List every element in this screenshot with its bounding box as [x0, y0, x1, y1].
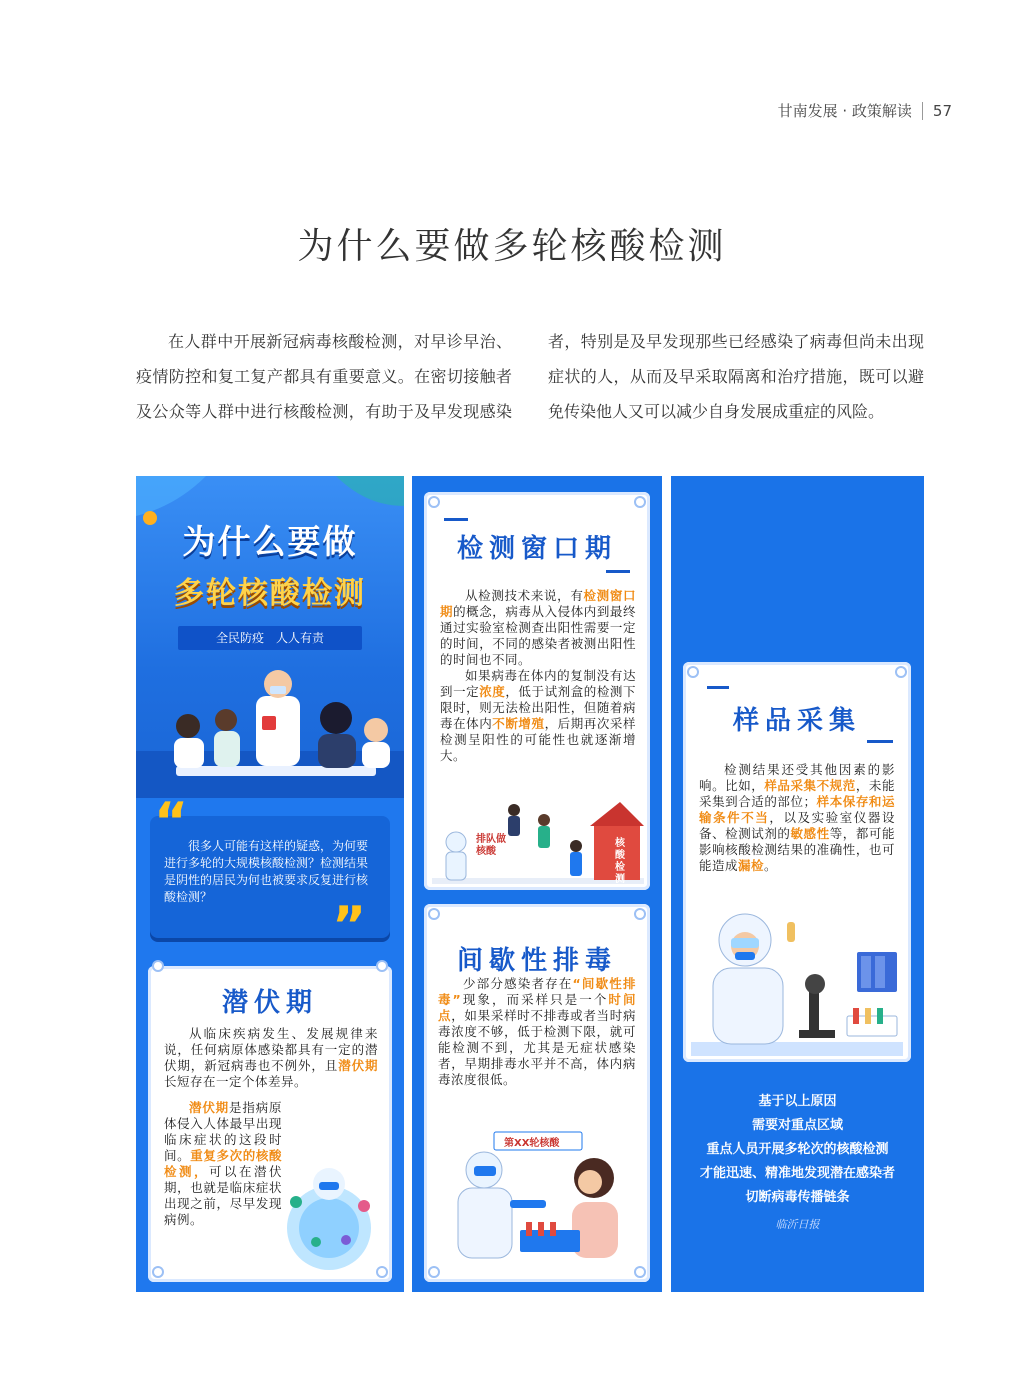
poster-hero — [136, 476, 404, 798]
pin-icon — [430, 910, 438, 918]
page-number: 57 — [932, 101, 952, 120]
latency-text: 可以在潜伏期，也就是临床症状出现之前，尽早发现病例。 — [164, 1164, 282, 1227]
intermittent-highlight: “间歇性排毒” — [438, 976, 636, 1007]
card-title-sampling: 样品采集 — [732, 706, 861, 736]
running-head-section: 甘南发展 · 政策解读 — [777, 102, 912, 120]
window-highlight: 浓度 — [479, 684, 506, 699]
queue-label: 排队做核酸 — [476, 834, 506, 857]
pin-icon — [154, 962, 162, 970]
closing-line: 重点人员开展多轮次的核酸检测 — [706, 1142, 889, 1157]
intermittent-text: 现象，而采样只是一个 — [461, 992, 609, 1007]
closing-line: 才能迅速、精准地发现潜在感染者 — [699, 1166, 895, 1181]
intermittent-highlight: 时间点 — [438, 992, 636, 1023]
latency-text: 长短存在一定个体差异。 — [164, 1074, 308, 1089]
sampling-text: 。 — [764, 858, 778, 873]
card-intermittent — [424, 904, 650, 1282]
latency-highlight: 潜伏期 — [338, 1058, 378, 1073]
card-sampling — [683, 662, 911, 1062]
sampling-text: ，以及实验室仪器设备、检测试剂的 — [699, 810, 895, 841]
card-window — [424, 492, 650, 890]
card-body-window — [440, 588, 636, 764]
latency-text: 是指病原体侵入人体最早出现临床症状的这段时间。 — [164, 1100, 282, 1163]
sampling-text: 等，都可能影响核酸检测结果的准确性，也可能造成 — [699, 826, 895, 873]
pin-icon — [154, 1268, 162, 1276]
running-head — [778, 100, 952, 121]
pin-icon — [430, 498, 438, 506]
latency-highlight: 重复多次的核酸检测， — [164, 1148, 282, 1179]
hero-slogan-tag: 全民防疫 人人有责 — [178, 626, 362, 650]
hero-title-line1: 为什么要做 — [182, 522, 358, 561]
latency-highlight: 潜伏期 — [189, 1100, 229, 1115]
open-quote-icon: “ — [154, 792, 189, 852]
pin-icon — [636, 498, 644, 506]
card-body-intermittent — [438, 976, 636, 1088]
card-latency — [148, 966, 392, 1282]
poster-column-right — [671, 476, 924, 1292]
pin-icon — [636, 910, 644, 918]
queue-testing-illustration — [432, 796, 644, 884]
pin-icon — [897, 668, 905, 676]
window-highlight: 检测窗口期 — [440, 588, 636, 619]
pin-icon — [689, 668, 697, 676]
newspaper-logo: 临沂日报 — [775, 1218, 820, 1231]
window-text: ，低于试剂盒的检测下限时，则无法检出阳性，但随着病毒在体内 — [440, 684, 636, 731]
card-title-intermittent: 间歇性排毒 — [456, 946, 617, 976]
sampling-highlight: 样本保存和运输条件不当 — [699, 794, 895, 825]
sampling-text: ，未能采集到合适的部位； — [699, 778, 895, 809]
closing-message — [671, 1090, 924, 1210]
pin-icon — [378, 962, 386, 970]
page-title: 为什么要做多轮核酸检测 — [297, 226, 727, 267]
title-bar-decoration — [707, 686, 729, 689]
title-bar-decoration — [867, 740, 893, 743]
poster-column-left — [136, 476, 404, 1292]
sampling-text: 检测结果还受其他因素的影响。比如， — [699, 762, 895, 793]
window-text: 从检测技术来说，有 — [465, 588, 584, 603]
hero-title-line2: 多轮核酸检测 — [174, 576, 366, 611]
pin-icon — [636, 1268, 644, 1276]
pin-icon — [430, 1268, 438, 1276]
title-bar-decoration — [606, 570, 630, 573]
window-text: 的概念，病毒从入侵体内到最终通过实验室检测查出阳性需要一定的时间，不同的感染者被测出阳性的时间也不同。 — [440, 604, 636, 667]
sampling-highlight: 样品采集不规范 — [764, 778, 856, 793]
intro-paragraph: 在人群中开展新冠病毒核酸检测，对早诊早治、疫情防控和复工复产都具有重要意义。在密切接触者及公众等人群中进行核酸检测，有助于及早发现感染者，特别是及早发现那些已经感染了病毒但尚未出现症状的人，从而及早采取隔离和治疗措施，既可以避免传染他人又可以减少自身发展成重症的风险。 — [136, 332, 924, 421]
tent-label: 核酸检测 — [615, 838, 625, 885]
running-head-divider — [922, 102, 923, 120]
close-quote-icon: ” — [332, 896, 367, 956]
poster-column-middle — [412, 476, 662, 1292]
closing-line: 基于以上原因 — [758, 1094, 837, 1109]
window-highlight: 不断增殖 — [492, 716, 545, 731]
virus-worker-illustration — [276, 1162, 382, 1272]
closing-line: 切断病毒传播链条 — [745, 1190, 850, 1205]
latency-text: 从临床疾病发生、发展规律来说，任何病原体感染都具有一定的潜伏期，新冠病毒也不例外，且 — [164, 1026, 378, 1073]
round-sign: 第XX轮核酸 — [504, 1138, 560, 1149]
lab-technician-illustration — [691, 892, 903, 1056]
quote-text: 很多人可能有这样的疑惑，为何要进行多轮的大规模核酸检测？检测结果是阴性的居民为何也被要求反复进行核酸检测？ — [164, 839, 369, 904]
window-text: 如果病毒在体内的复制没有达到一定 — [440, 668, 636, 699]
card-title-latency: 潜伏期 — [221, 988, 318, 1018]
sampling-highlight: 漏检 — [738, 858, 765, 873]
swab-sampling-illustration — [434, 1130, 640, 1260]
window-text: ，后期再次采样检测呈阳性的可能性也就逐渐增大。 — [440, 716, 636, 763]
intermittent-text: ，如果采样时不排毒或者当时病毒浓度不够，低于检测下限，就可能检测不到，尤其是无症状感染者，早期排毒水平并不高，体内病毒浓度很低。 — [438, 1008, 636, 1087]
sampling-highlight: 敏感性 — [790, 826, 830, 841]
closing-line: 需要对重点区域 — [751, 1118, 843, 1133]
title-bar-decoration — [444, 518, 468, 521]
card-title-window: 检测窗口期 — [456, 534, 617, 564]
intermittent-text: 少部分感染者存在 — [463, 976, 573, 991]
medical-team-illustration — [136, 656, 404, 798]
card-body-sampling — [699, 762, 895, 874]
